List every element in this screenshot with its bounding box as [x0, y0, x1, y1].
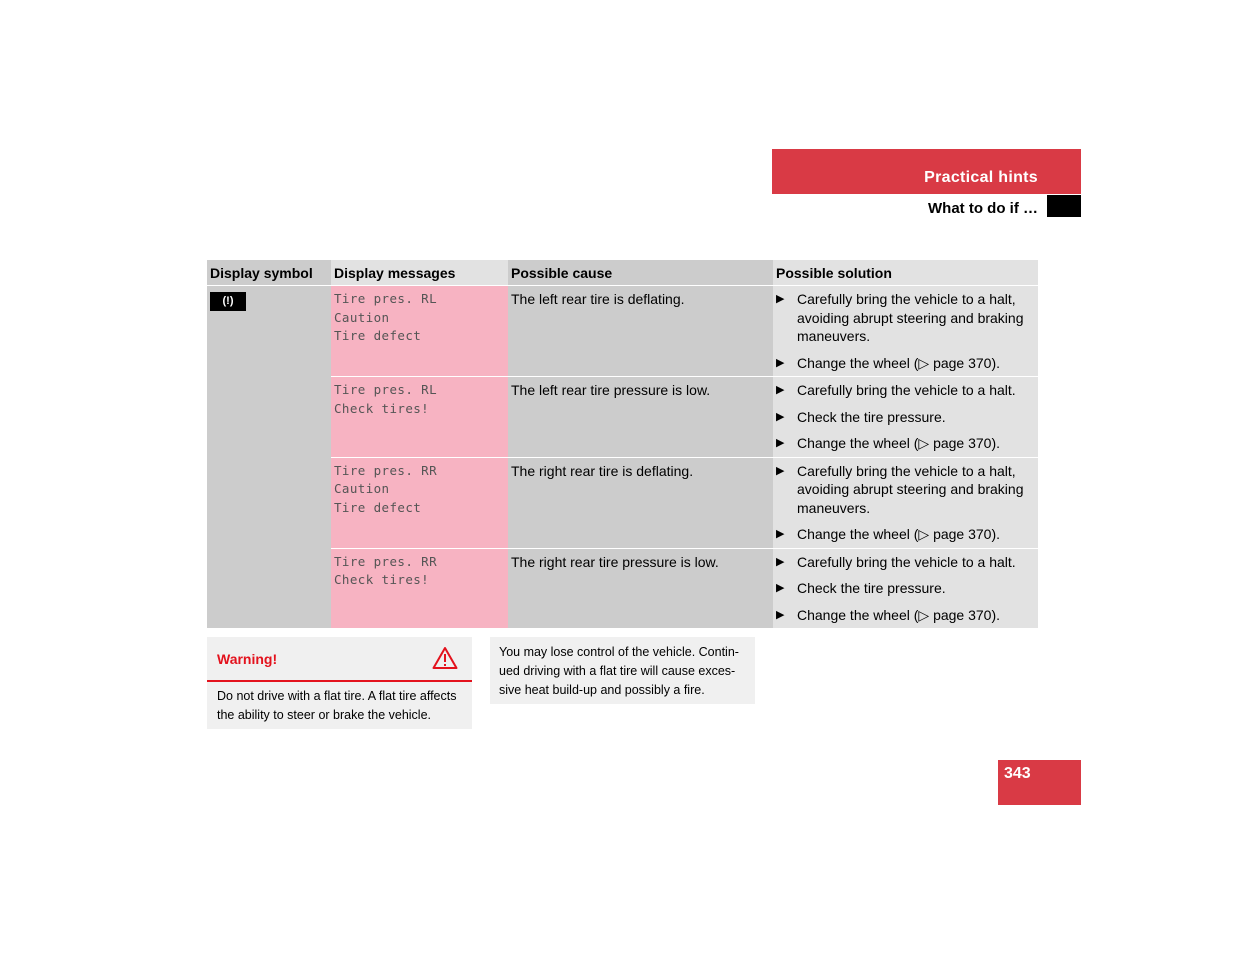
- note-text: You may lose control of the vehicle. Contin-ued driving with a flat tire will cause exces-sive heat build-up and possibly a fire.: [490, 637, 755, 704]
- display-message-line: Check tires!: [334, 400, 430, 416]
- solution-text: Carefully bring the vehicle to a halt.: [797, 382, 1016, 398]
- warning-label: Warning!: [217, 651, 278, 667]
- possible-cause-cell: The left rear tire is deflating.: [508, 286, 773, 377]
- bullet-arrow-icon: ▶: [776, 528, 785, 540]
- solution-text: Change the wheel (▷ page 370).: [797, 435, 1001, 451]
- bullet-arrow-icon: ▶: [776, 555, 785, 568]
- subsection-header: [772, 195, 1081, 219]
- display-message-cell: [331, 457, 508, 548]
- possible-cause-cell: The right rear tire is deflating.: [508, 457, 773, 548]
- warning-text: Do not drive with a flat tire. A flat tire affects the ability to steer or brake the vehicle.: [217, 689, 457, 722]
- warning-box: [207, 637, 472, 729]
- display-message-cell: [331, 377, 508, 458]
- possible-solution-cell: [773, 548, 1038, 629]
- solution-item: [776, 462, 1035, 518]
- solution-text: Check the tire pressure.: [797, 580, 946, 596]
- display-messages-table: [207, 260, 1038, 629]
- subsection-title: What to do if …: [928, 200, 1038, 217]
- possible-cause-cell: The right rear tire pressure is low.: [508, 548, 773, 629]
- solution-item: [776, 579, 1035, 598]
- solution-item: [776, 525, 1035, 544]
- possible-cause-cell: The left rear tire pressure is low.: [508, 377, 773, 458]
- solution-item: [776, 553, 1035, 572]
- column-header-possible-cause: Possible cause: [508, 260, 773, 286]
- bullet-arrow-icon: ▶: [776, 582, 785, 594]
- solution-item: [776, 290, 1035, 346]
- warning-triangle-icon: [432, 646, 458, 675]
- column-header-possible-solution: Possible solution: [773, 260, 1038, 286]
- column-header-display-messages: Display messages: [331, 260, 508, 286]
- solution-item: [776, 434, 1035, 453]
- table-header-row: [207, 260, 1038, 286]
- solution-item: [776, 408, 1035, 427]
- table-row: [207, 286, 1038, 377]
- display-message-cell: [331, 286, 508, 377]
- table-row: [207, 457, 1038, 548]
- bullet-arrow-icon: ▶: [776, 356, 785, 369]
- bullet-arrow-icon: ▶: [776, 464, 785, 477]
- warning-header: [207, 637, 472, 682]
- display-message-line: Check tires!: [334, 572, 430, 587]
- bullet-arrow-icon: ▶: [776, 437, 785, 449]
- section-tab: [772, 149, 1081, 194]
- column-header-display-symbol: Display symbol: [207, 260, 331, 286]
- solution-text: Carefully bring the vehicle to a halt, avoiding abrupt steering and braking maneuvers.: [797, 291, 1024, 344]
- solution-text: Carefully bring the vehicle to a halt, avoiding abrupt steering and braking maneuvers.: [797, 462, 1024, 516]
- display-message-line: Caution: [334, 481, 390, 496]
- thumb-marker: [1047, 195, 1081, 217]
- display-message-line: Tire defect: [334, 499, 422, 515]
- display-message-line: Tire pres. RL: [334, 382, 438, 397]
- table-row: [207, 377, 1038, 458]
- display-message-line: Tire pres. RR: [334, 553, 438, 569]
- solution-item: [776, 354, 1035, 373]
- display-message-line: Tire pres. RR: [334, 462, 438, 478]
- table-row: [207, 548, 1038, 629]
- solution-text: Carefully bring the vehicle to a halt.: [797, 553, 1016, 570]
- display-message-line: Tire defect: [334, 328, 422, 343]
- bullet-arrow-icon: ▶: [776, 384, 785, 396]
- section-title: Practical hints: [924, 169, 1038, 186]
- solution-text: Change the wheel (▷ page 370).: [797, 354, 1001, 371]
- page-number: 343: [1004, 765, 1031, 782]
- solution-text: Change the wheel (▷ page 370).: [797, 526, 1001, 542]
- solution-item: [776, 381, 1035, 400]
- display-symbol-cell: [207, 286, 331, 629]
- possible-solution-cell: [773, 377, 1038, 458]
- bullet-arrow-icon: ▶: [776, 410, 785, 423]
- solution-text: Change the wheel (▷ page 370).: [797, 606, 1001, 623]
- tire-pressure-warning-icon: (!): [210, 292, 246, 311]
- bullet-arrow-icon: ▶: [776, 293, 785, 305]
- page-number-tab: [998, 760, 1081, 805]
- possible-solution-cell: [773, 457, 1038, 548]
- possible-solution-cell: [773, 286, 1038, 377]
- display-message-line: Caution: [334, 309, 390, 325]
- bullet-arrow-icon: ▶: [776, 608, 785, 621]
- display-message-line: Tire pres. RL: [334, 291, 438, 306]
- solution-item: [776, 606, 1035, 625]
- solution-text: Check the tire pressure.: [797, 408, 946, 425]
- display-message-cell: [331, 548, 508, 629]
